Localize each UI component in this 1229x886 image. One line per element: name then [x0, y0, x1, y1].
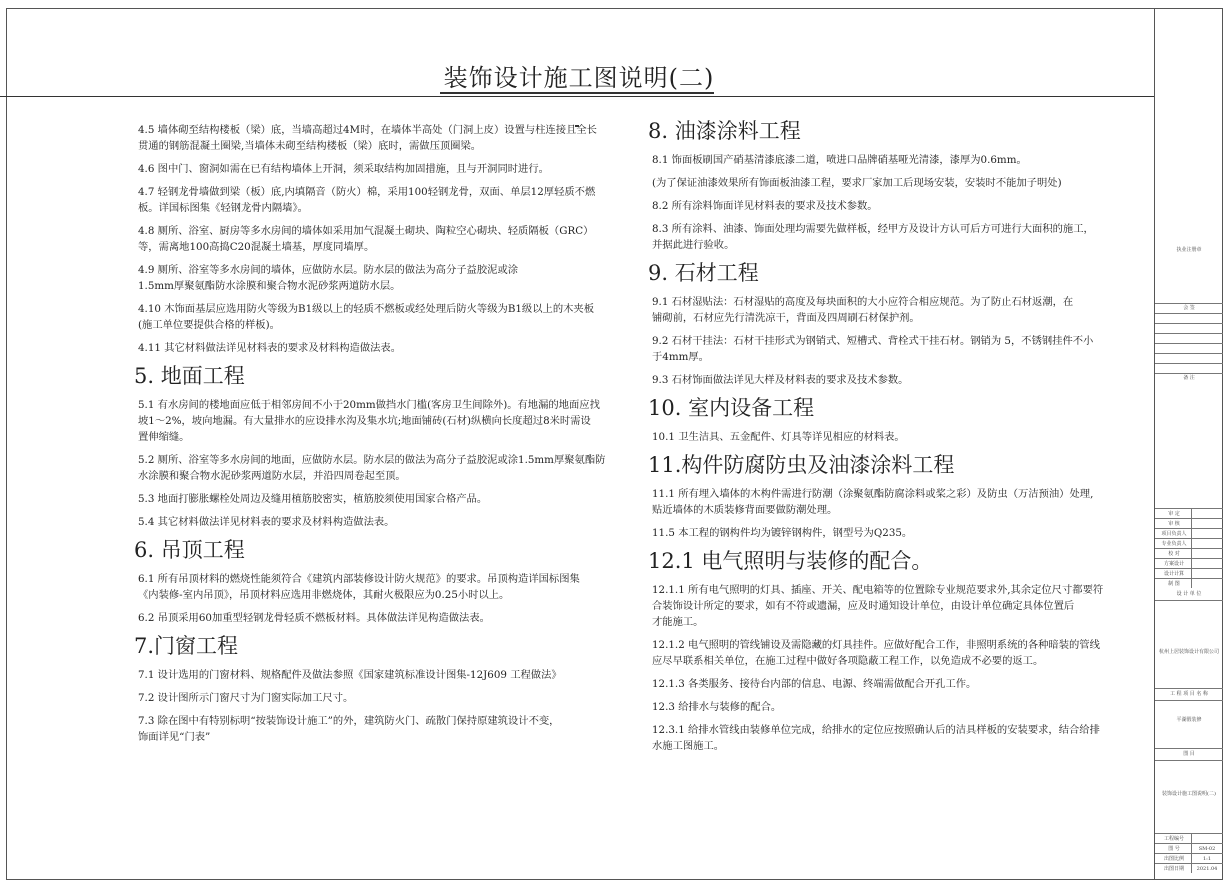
drawing-label: 图 目 [1183, 751, 1195, 757]
title-block-row-value: 1:1 [1202, 856, 1212, 862]
paragraph: 5.2 厕所、浴室等多水房间的地面，应做防水层。防水层的做法为高分子益胶泥或涂1.5mm厚聚氨酯防 水涂膜和聚合物水泥砂浆两道防水层，并沿四周卷起至顶。 [138, 454, 606, 482]
paragraph: 4.8 厕所、浴室、厨房等多水房间的墙体如采用加气混凝土砌块、陶粒空心砌块、轻质隔板（GRC） 等，需离地100高捣C20混凝土墙基，厚度同墙厚。 [138, 225, 594, 253]
title-block-row-label: 校 对 [1168, 551, 1180, 557]
section-heading: 5. 地面工程 [134, 364, 245, 388]
paragraph: 8.3 所有涂料、油漆、饰面处理均需要先做样板，经甲方及设计方认可后方可进行大面积的施工， 并据此进行验收。 [652, 223, 1094, 251]
title-block-row-label: 出图比例 [1163, 856, 1184, 862]
title-block-row-label: 方案设计 [1163, 561, 1184, 567]
paragraph: 5.3 地面打膨胀螺栓处周边及缝用植筋胶密实，植筋胶须使用国家合格产品。 [138, 493, 488, 505]
title-block-row-label: 制 图 [1168, 581, 1180, 587]
paragraph: 4.7 轻钢龙骨墙做到梁（板）底,内填隔音（防火）棉，采用100轻钢龙骨，双面、单层12厚轻质不燃 板。详国标图集《轻钢龙骨内隔墙》。 [138, 186, 596, 214]
title-block-row-label: 专业负责人 [1161, 541, 1187, 547]
paragraph: 9.3 石材饰面做法详见大样及材料表的要求及技术参数。 [652, 374, 909, 386]
right-column [648, 112, 1107, 761]
title-block-row-label: 工程编号 [1163, 836, 1184, 842]
paragraph: 7.3 除在图中有特别标明“按装饰设计施工”的外，建筑防火门、疏散门保持原建筑设计不变， 饰面详见“门表” [138, 715, 560, 743]
title-block-row [1155, 578, 1223, 588]
title-block-row [1155, 548, 1223, 558]
paragraph: 9.2 石材干挂法：石材干挂形式为钢销式、短槽式、背栓式干挂石材。钢销为 5，不锈钢挂件不小 于4mm厚。 [652, 335, 1094, 363]
title-block-row-label: 设计计算 [1163, 571, 1184, 577]
paragraph: 4.9 厕所、浴室等多水房间的墙体，应做防水层。防水层的做法为高分子益胶泥或涂 1.5mm厚聚氨酯防水涂膜和聚合物水泥砂浆两道防水层。 [138, 264, 519, 292]
paragraph: 10.1 卫生洁具、五金配件、灯具等详见相应的材料表。 [652, 431, 905, 443]
paragraph: 4.6 图中门、窗洞如需在已有结构墙体上开洞，须采取结构加固措施，且与开洞同时进行。 [138, 163, 549, 175]
remarks-label: 备 注 [1183, 375, 1195, 381]
paragraph: 12.1.3 各类服务、接待台内部的信息、电源、终端需做配合开孔工作。 [652, 678, 977, 690]
paragraph: 8.2 所有涂料饰面详见材料表的要求及技术参数。 [652, 200, 878, 212]
paragraph: 4.5 墙体砌至结构楼板（梁）底，当墙高超过4M时，在墙体半高处（门洞上皮）设置与柱连接且全长 贯通的钢筋混凝土圈梁,当墙体未砌至结构楼板（梁）底时，需做压顶圈梁。 [138, 124, 597, 152]
page-title-text: 装饰设计施工图说明(二) [0, 64, 1154, 127]
left-column [134, 122, 618, 752]
project-name: 平湖假装修 [1176, 717, 1202, 723]
section-heading: 6. 吊顶工程 [134, 538, 245, 562]
project-label: 工 程 项 目 名 称 [1170, 691, 1208, 697]
paragraph: (为了保证油漆效果所有饰面板油漆工程，要求厂家加工后现场安装，安装时不能加子明处) [652, 177, 1062, 189]
paragraph: 7.2 设计图所示门窗尺寸为门窗实际加工尺寸。 [138, 692, 354, 704]
design-unit-label: 设 计 单 位 [1176, 591, 1202, 597]
paragraph: 12.1.2 电气照明的管线铺设及需隐藏的灯具挂件。应做好配合工作，非照明系统的各种暗装的管线 应尽早联系相关单位，在施工过程中做好各项隐蔽工程工作，以免造成不必要的返工。 [652, 639, 1100, 667]
section-heading: 7.门窗工程 [134, 634, 239, 658]
client-stamp-label: 执业注册章 [1176, 247, 1202, 253]
paragraph: 5.4 其它材料做法详见材料表的要求及材料构造做法表。 [138, 516, 395, 528]
section-heading: 8. 油漆涂料工程 [648, 119, 801, 143]
title-block-row [1155, 538, 1223, 548]
title-block-row-label: 出图日期 [1163, 866, 1184, 872]
section-heading: 12.1 电气照明与装修的配合。 [648, 549, 933, 573]
title-block-row [1155, 853, 1223, 863]
title-block [1154, 8, 1223, 880]
title-block-row [1155, 568, 1223, 578]
paragraph: 4.11 其它材料做法详见材料表的要求及材料构造做法表。 [138, 342, 402, 354]
section-heading: 11.构件防腐防虫及油漆涂料工程 [648, 453, 955, 477]
design-unit-name: 杭州上居装饰设计有限公司 [1158, 649, 1219, 655]
title-block-row [1155, 508, 1223, 518]
title-block-row [1155, 833, 1223, 843]
paragraph: 9.1 石材湿贴法：石材湿贴的高度及每块面积的大小应符合相应规范。为了防止石材返潮，在 铺砌前，石材应先行清洗凉干，背面及四周刷石材保护剂。 [652, 296, 1074, 324]
paragraph: 4.10 木饰面基层应选用防火等级为B1级以上的轻质不燃板或经处理后防火等级为B1级以上的木夹板 (施工单位要提供合格的样板)。 [138, 303, 595, 331]
title-block-row-label: 审 定 [1168, 511, 1180, 517]
paragraph: 8.1 饰面板刷国产硝基清漆底漆二道，喷进口品牌硝基哑光清漆，漆厚为0.6mm。 [652, 154, 1027, 166]
title-block-row-label: 审 核 [1168, 521, 1180, 527]
paragraph: 6.1 所有吊顶材料的燃烧性能须符合《建筑内部装修设计防火规范》的要求。吊顶构造详国标图集 《内装修-室内吊顶》，吊顶材料应选用非燃烧体，其耐火极限应为0.25小时以上。 [138, 573, 580, 601]
paragraph: 7.1 设计选用的门窗材料、规格配件及做法参照《国家建筑标准设计图集-12J609 工程做法》 [138, 669, 562, 681]
paragraph: 6.2 吊顶采用60加重型轻钢龙骨轻质不燃板材料。具体做法详见构造做法表。 [138, 612, 490, 624]
title-block-row [1155, 528, 1223, 538]
paragraph: 5.1 有水房间的楼地面应低于相邻房间不小于20mm做挡水门槛(客房卫生间除外)。有地漏的地面应找 坡1～2%，坡向地漏。有大量排水的应设排水沟及集水坑;地面铺砖(石材)纵横向长度超过8米时需设 置伸缩缝。 [138, 399, 600, 443]
paragraph: 11.1 所有埋入墙体的木构件需进行防潮（涂聚氨酯防腐涂料或桨之彩）及防虫（万洁预油）处理, 贴近墙体的木质装修背面要做防潮处理。 [652, 488, 1094, 516]
title-block-row-value: SM-02 [1198, 846, 1216, 852]
title-block-row [1155, 843, 1223, 853]
title-block-row-label: 图 号 [1168, 846, 1180, 852]
drawing-name: 装饰设计施工图说明(二) [1162, 791, 1216, 797]
section-heading: 10. 室内设备工程 [648, 396, 815, 420]
section-heading: 9. 石材工程 [648, 261, 759, 285]
title-block-row-value: 2021.04 [1196, 866, 1218, 872]
title-block-row [1155, 558, 1223, 568]
title-block-row [1155, 863, 1223, 873]
paragraph: 12.3 给排水与装修的配合。 [652, 701, 782, 713]
paragraph: 11.5 本工程的钢构件均为镀锌钢构件，钢型号为Q235。 [652, 527, 913, 539]
title-block-row-label: 项目负责人 [1161, 531, 1187, 537]
title-block-row [1155, 518, 1223, 528]
cosign-label: 会 签 [1183, 305, 1195, 311]
paragraph: 12.1.1 所有电气照明的灯具、插座、开关、配电箱等的位置除专业规范要求外,其余定位尺寸都要符 合装饰设计所定的要求，如有不符或遗漏，应及时通知设计单位，由设计单位确定具体位置后 才能施工。 [652, 584, 1104, 628]
paragraph: 12.3.1 给排水管线由装修单位完成，给排水的定位应按照确认后的洁具样板的安装要求，结合给排 水施工图施工。 [652, 724, 1100, 752]
